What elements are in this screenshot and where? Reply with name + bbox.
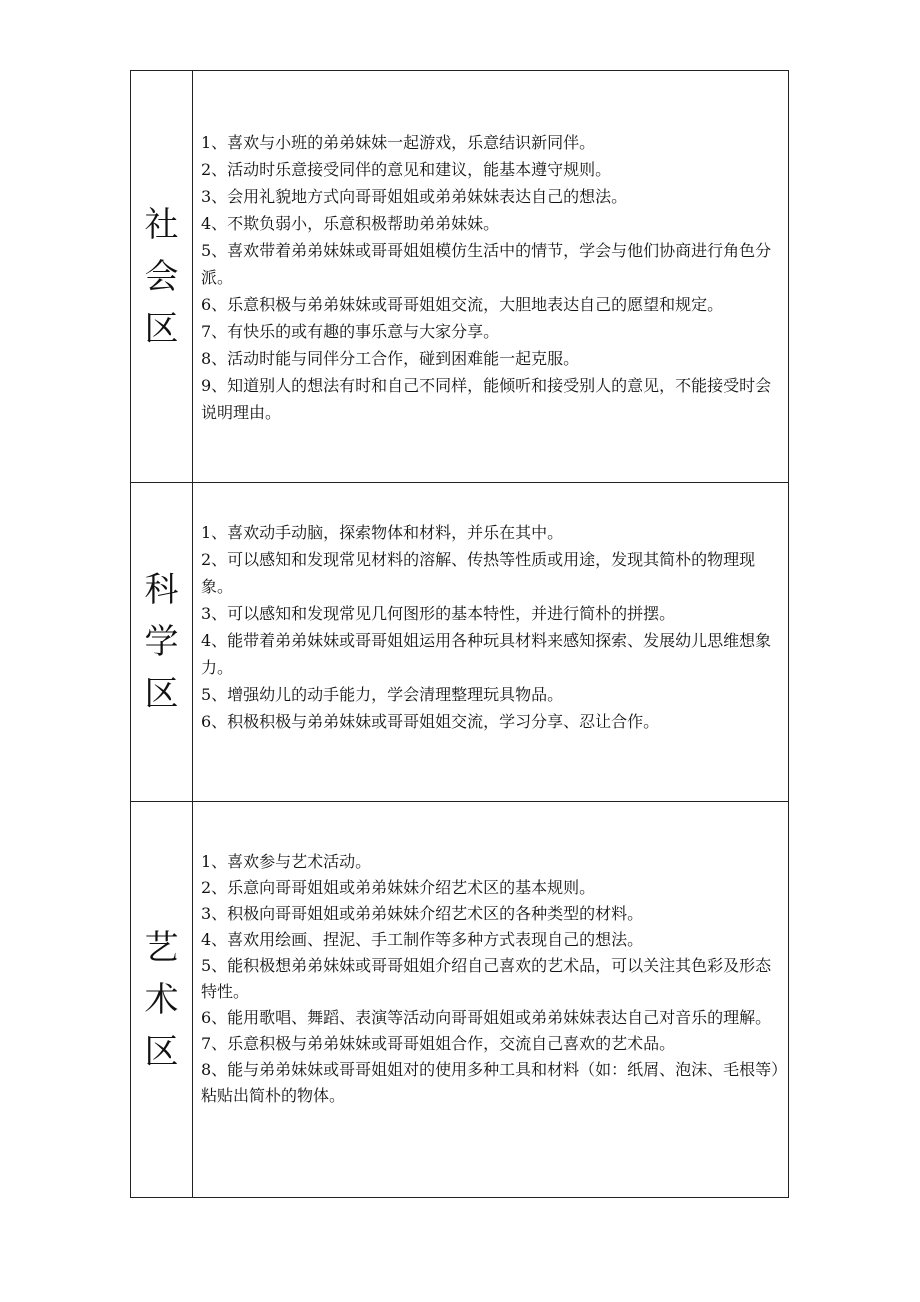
- section-label-science: 科 学 区: [131, 483, 193, 802]
- section-content-science: [193, 483, 789, 802]
- list-item: 4、能带着弟弟妹妹或哥哥姐姐运用各种玩具材料来感知探索、发展幼儿思维想象力。: [201, 631, 772, 677]
- list-item: 6、能用歌唱、舞蹈、表演等活动向哥哥姐姐或弟弟妹妹表达自己对音乐的理解。: [201, 1008, 772, 1027]
- list-item: 5、增强幼儿的动手能力，学会清理整理玩具物品。: [201, 685, 564, 704]
- list-item: 7、有快乐的或有趣的事乐意与大家分享。: [201, 322, 500, 341]
- list-item: 6、乐意积极与弟弟妹妹或哥哥姐姐交流，大胆地表达自己的愿望和规定。: [201, 295, 724, 314]
- list-item: 4、喜欢用绘画、捏泥、手工制作等多种方式表现自己的想法。: [201, 930, 644, 949]
- list-item: 3、可以感知和发现常见几何图形的基本特性，并进行简朴的拼摆。: [201, 604, 676, 623]
- section-content-art: [193, 802, 789, 1198]
- list-item: 7、乐意积极与弟弟妹妹或哥哥姐姐合作，交流自己喜欢的艺术品。: [201, 1034, 676, 1053]
- list-item: 2、可以感知和发现常见材料的溶解、传热等性质或用途，发现其简朴的物理现象。: [201, 550, 756, 596]
- list-item: 4、不欺负弱小，乐意积极帮助弟弟妹妹。: [201, 214, 500, 233]
- list-item: 3、积极向哥哥姐姐或弟弟妹妹介绍艺术区的各种类型的材料。: [201, 904, 644, 923]
- list-item: 9、知道别人的想法有时和自己不同样，能倾听和接受别人的意见，不能接受时会说明理由。: [201, 376, 772, 422]
- section-row-art: [131, 802, 789, 1198]
- list-item: 2、乐意向哥哥姐姐或弟弟妹妹介绍艺术区的基本规则。: [201, 878, 596, 897]
- list-item: 1、喜欢参与艺术活动。: [201, 852, 372, 871]
- list-item: 8、活动时能与同伴分工合作，碰到困难能一起克服。: [201, 349, 580, 368]
- list-item: 2、活动时乐意接受同伴的意见和建议，能基本遵守规则。: [201, 160, 612, 179]
- list-item: 1、喜欢与小班的弟弟妹妹一起游戏，乐意结识新同伴。: [201, 133, 596, 152]
- area-goals-table: [130, 70, 789, 1198]
- list-item: 5、喜欢带着弟弟妹妹或哥哥姐姐模仿生活中的情节，学会与他们协商进行角色分派。: [201, 241, 772, 287]
- list-item: 1、喜欢动手动脑，探索物体和材料，并乐在其中。: [201, 523, 564, 542]
- list-item: 5、能积极想弟弟妹妹或哥哥姐姐介绍自己喜欢的艺术品，可以关注其色彩及形态特性。: [201, 956, 772, 1001]
- section-content-social: [193, 71, 789, 483]
- section-label-social: 社 会 区: [131, 71, 193, 483]
- list-item: 8、能与弟弟妹妹或哥哥姐姐对的使用多种工具和材料（如：纸屑、泡沫、毛根等）粘贴出简朴的物体。: [201, 1060, 780, 1105]
- section-row-science: [131, 483, 789, 802]
- list-item: 3、会用礼貌地方式向哥哥姐姐或弟弟妹妹表达自己的想法。: [201, 187, 628, 206]
- section-label-art: 艺 术 区: [131, 802, 193, 1198]
- list-item: 6、积极积极与弟弟妹妹或哥哥姐姐交流，学习分享、忍让合作。: [201, 712, 660, 731]
- section-row-social: [131, 71, 789, 483]
